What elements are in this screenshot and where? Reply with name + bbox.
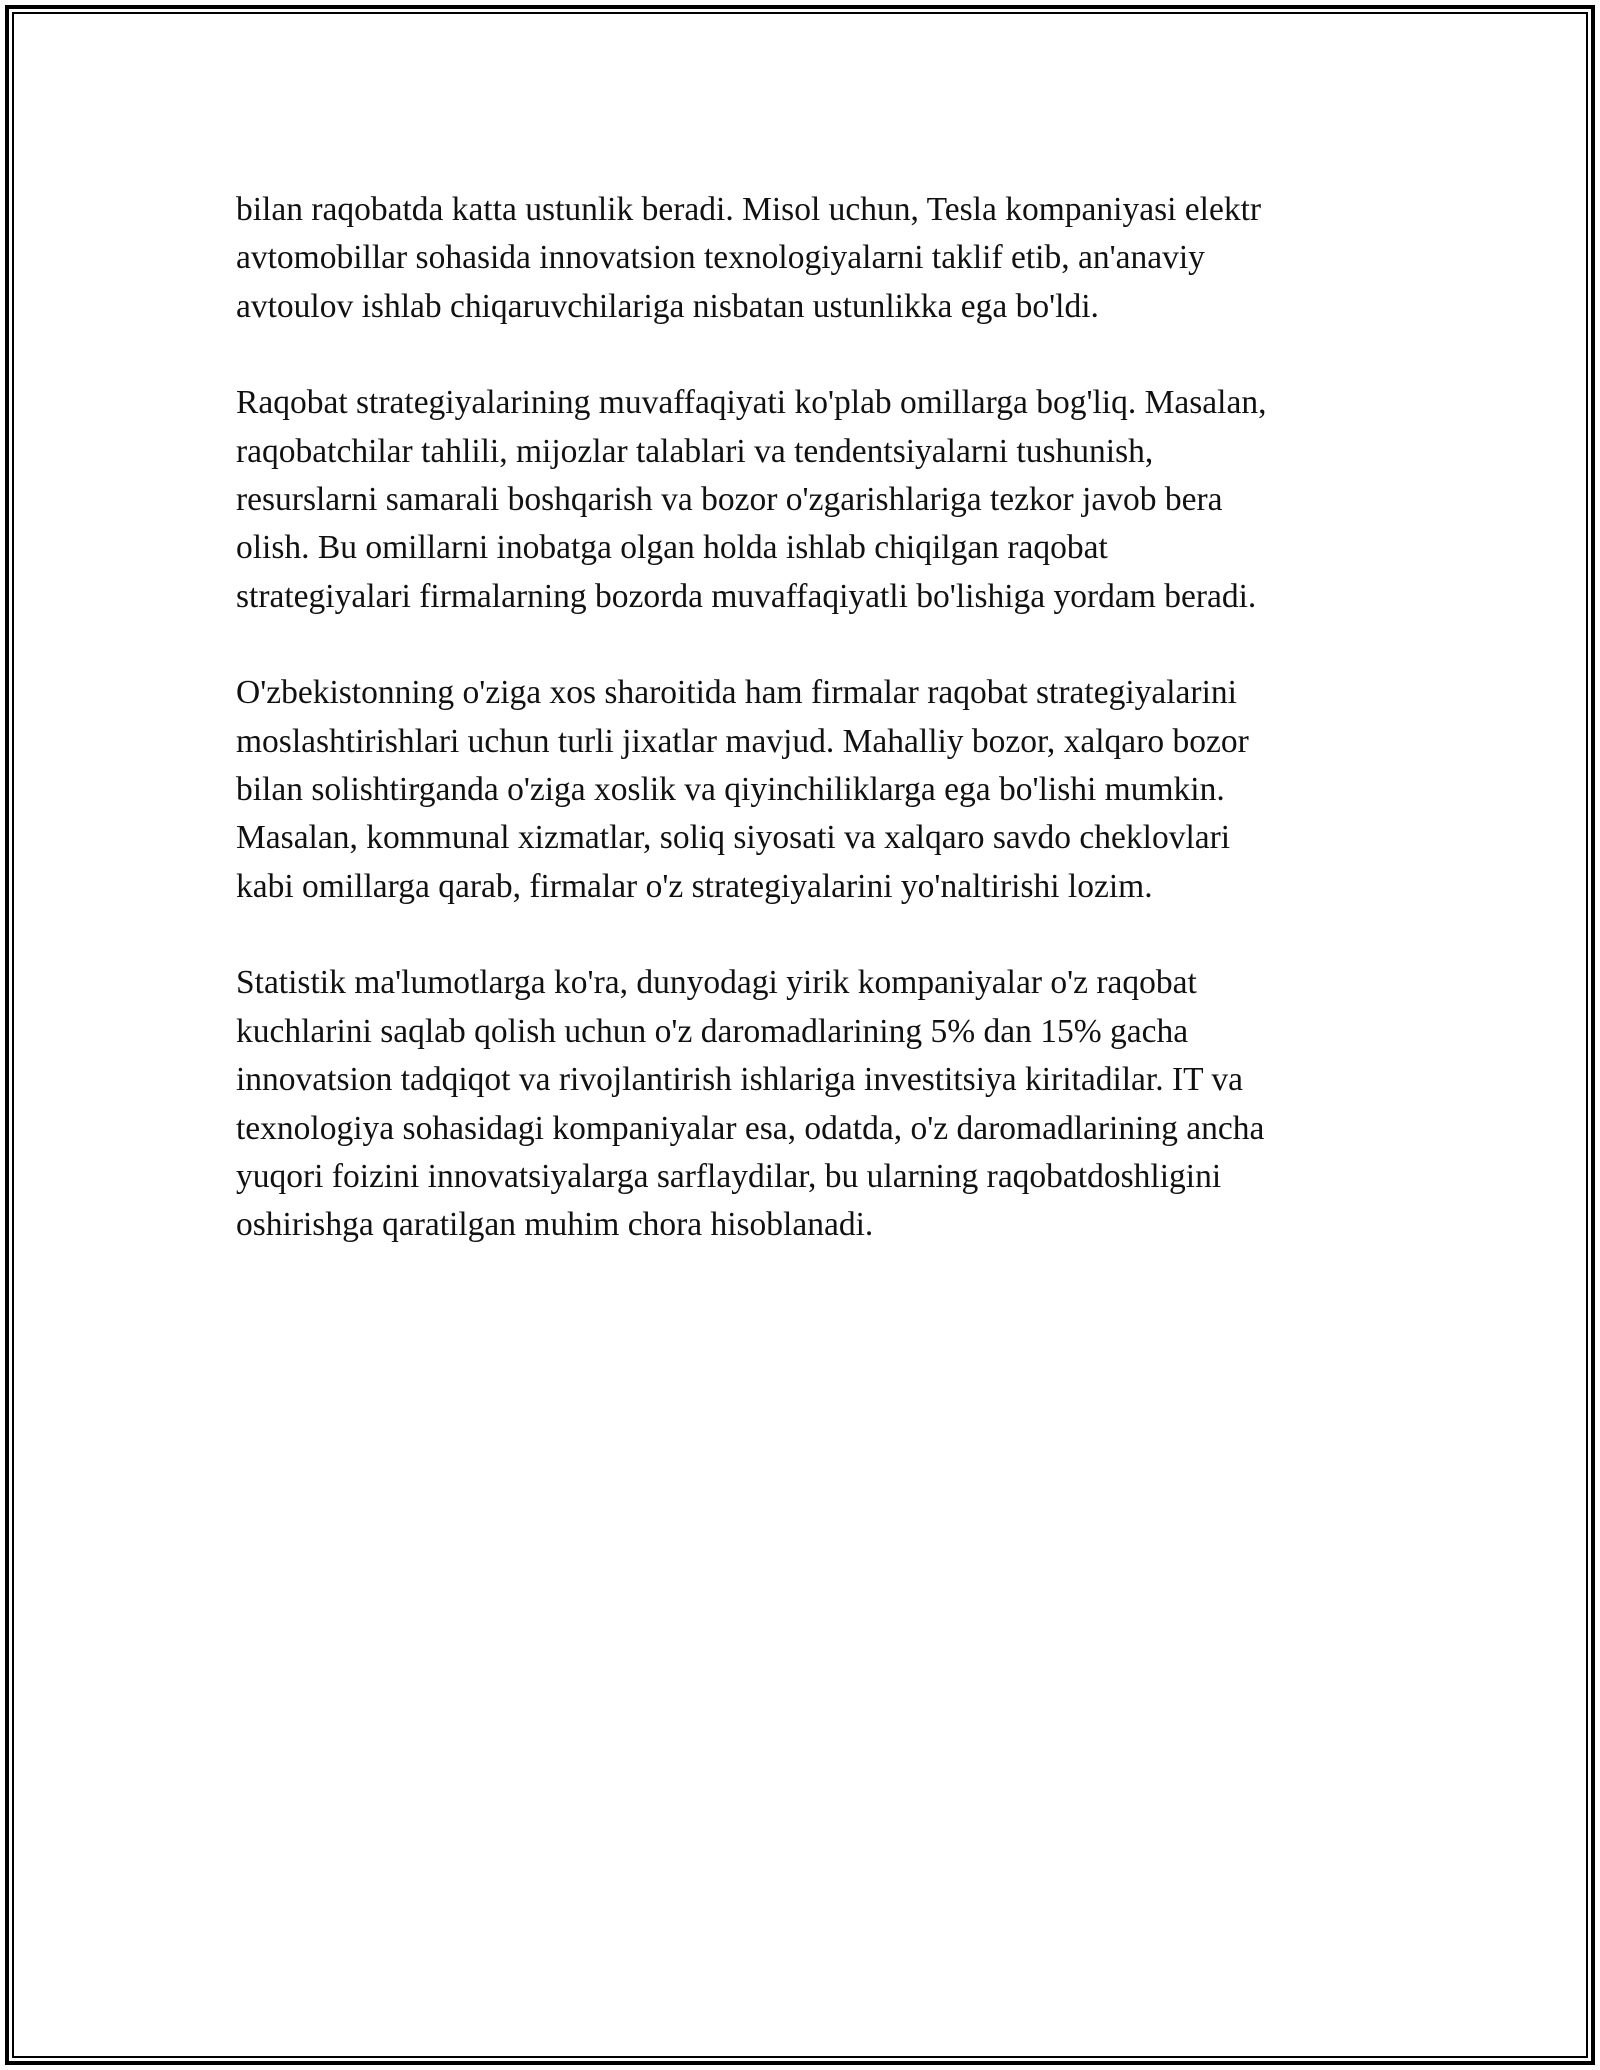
text-line: oshirishga qaratilgan muhim chora hisoblanadi. bbox=[236, 1206, 874, 1244]
text-line: avtoulov ishlab chiqaruvchilariga nisbatan ustunlikka ega bo'ldi. bbox=[236, 287, 1099, 325]
paragraph-3 bbox=[236, 669, 1376, 911]
paragraph-1 bbox=[236, 186, 1376, 331]
text-line: Raqobat strategiyalarining muvaffaqiyati ko'plab omillarga bog'liq. Masalan, bbox=[236, 384, 1267, 422]
paragraph-2 bbox=[236, 379, 1376, 621]
text-line: bilan raqobatda katta ustunlik beradi. Misol uchun, Tesla kompaniyasi elektr bbox=[236, 191, 1262, 228]
text-line: Masalan, kommunal xizmatlar, soliq siyosati va xalqaro savdo cheklovlari bbox=[236, 819, 1231, 857]
text-line: strategiyalari firmalarning bozorda muvaffaqiyatli bo'lishiga yordam beradi. bbox=[236, 577, 1257, 615]
text-line: texnologiya sohasidagi kompaniyalar esa, odatda, o'z daromadlarining ancha bbox=[236, 1109, 1265, 1147]
text-line: Statistik ma'lumotlarga ko'ra, dunyodagi yirik kompaniyalar o'z raqobat bbox=[236, 964, 1197, 1002]
text-line: kuchlarini saqlab qolish uchun o'z daromadlarining 5% dan 15% gacha bbox=[236, 1012, 1189, 1050]
document-body bbox=[236, 186, 1376, 1298]
text-line: innovatsion tadqiqot va rivojlantirish ishlariga investitsiya kiritadilar. IT va bbox=[236, 1061, 1243, 1099]
text-line: bilan solishtirganda o'ziga xoslik va qiyinchiliklarga ega bo'lishi mumkin. bbox=[236, 771, 1225, 809]
text-line: yuqori foizini innovatsiyalarga sarflaydilar, bu ularning raqobatdoshligini bbox=[236, 1157, 1222, 1195]
paragraph-4 bbox=[236, 959, 1376, 1249]
text-line: kabi omillarga qarab, firmalar o'z strategiyalarini yo'naltirishi lozim. bbox=[236, 867, 1153, 905]
text-line: olish. Bu omillarni inobatga olgan holda ishlab chiqilgan raqobat bbox=[236, 529, 1108, 567]
text-line: resurslarni samarali boshqarish va bozor o'zgarishlariga tezkor javob bera bbox=[236, 481, 1223, 519]
text-line: avtomobillar sohasida innovatsion texnologiyalarni taklif etib, an'anaviy bbox=[236, 239, 1205, 277]
text-line: raqobatchilar tahlili, mijozlar talablari va tendentsiyalarni tushunish, bbox=[236, 432, 1154, 470]
text-line: O'zbekistonning o'ziga xos sharoitida ham firmalar raqobat strategiyalarini bbox=[236, 674, 1237, 712]
text-line: moslashtirishlari uchun turli jixatlar mavjud. Mahalliy bozor, xalqaro bozor bbox=[236, 722, 1249, 760]
